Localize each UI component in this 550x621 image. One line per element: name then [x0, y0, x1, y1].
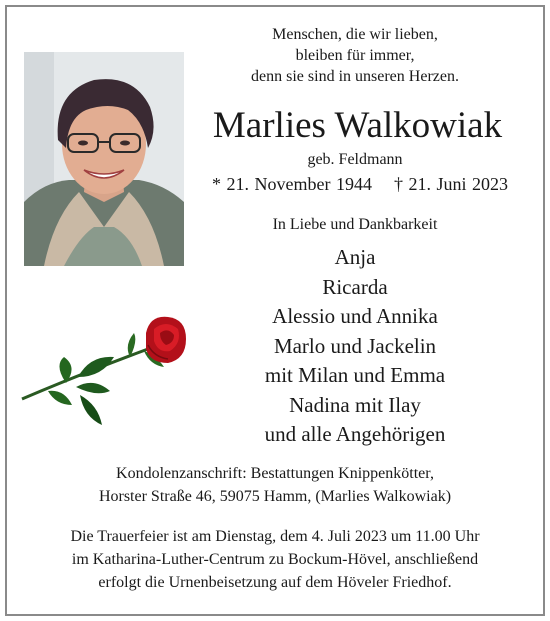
survivor-line: und alle Angehörigen [264, 422, 446, 446]
survivor-line: Anja [334, 245, 376, 269]
ceremony-line: erfolgt die Urnenbeisetzung auf dem Höveler Friedhof. [98, 574, 452, 591]
life-dates [195, 174, 525, 195]
dedication-line: In Liebe und Dankbarkeit [272, 216, 438, 233]
survivor-line: Ricarda [322, 274, 388, 299]
poem-line: Menschen, die wir lieben, [272, 26, 438, 43]
survivor-line: mit Milan und Emma [264, 363, 446, 387]
portrait-photo [24, 52, 184, 266]
poem-line: denn sie sind in unseren Herzen. [251, 68, 459, 85]
birth-name: geb. Feldmann [307, 151, 403, 168]
ceremony-line: im Katharina-Luther-Centrum zu Bockum-Hövel, anschließend [71, 551, 479, 568]
survivor-line: Marlo und Jackelin [273, 333, 437, 358]
condolence-line: Kondolenzanschrift: Bestattungen Knippenkötter, [116, 465, 434, 482]
ceremony-info [10, 525, 540, 594]
condolence-address [20, 462, 530, 508]
rose-icon [18, 305, 193, 435]
ceremony-line: Die Trauerfeier ist am Dienstag, dem 4. Juli 2023 um 11.00 Uhr [70, 528, 480, 545]
death-date: † 21. Juni 2023 [393, 174, 508, 194]
deceased-name: Marlies Walkowiak [212, 105, 503, 146]
survivor-line: Alessio und Annika [272, 304, 438, 328]
poem-line: bleiben für immer, [295, 47, 415, 64]
survivor-line: Nadina mit Ilay [289, 392, 421, 417]
survivors-list [200, 243, 510, 450]
memorial-poem [225, 24, 485, 87]
condolence-line: Horster Straße 46, 59075 Hamm, (Marlies Walkowiak) [98, 488, 452, 505]
birth-date: * 21. November 1944 [212, 174, 372, 194]
